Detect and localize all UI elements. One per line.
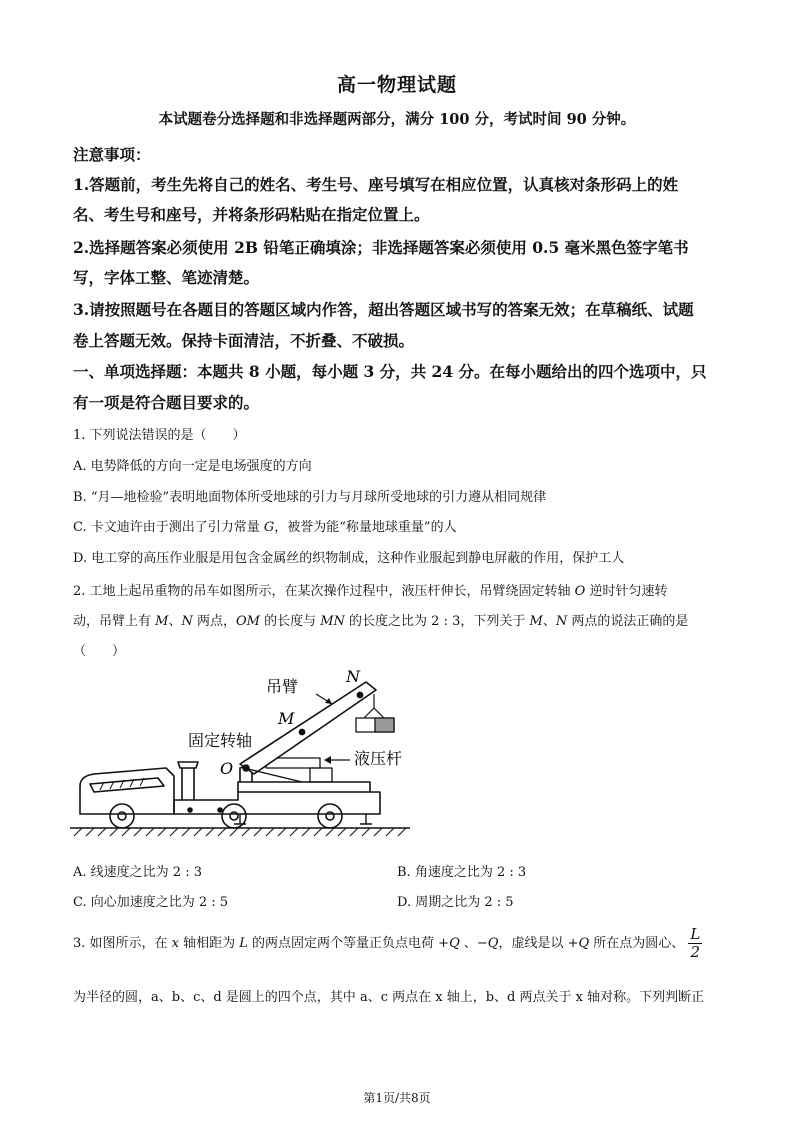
section-heading: 有一项是符合题目要求的。 — [73, 393, 260, 412]
q2-option-d: D. 周期之比为 2 : 5 — [397, 895, 514, 910]
var: N — [555, 614, 568, 629]
q2-stem-line1 — [73, 580, 733, 599]
upper-platform — [238, 782, 370, 792]
label-rod: 液压杆 — [354, 749, 403, 768]
var: O — [574, 584, 586, 599]
q1-option-d: D. 电工穿的高压作业服是用包含金属丝的织物制成，这种作业服起到静电屏蔽的作用，保护工人 — [73, 551, 625, 566]
exhaust-pipe — [178, 762, 198, 800]
var: L — [239, 936, 248, 951]
notice-line: 名、考生号和座号，并将条形码粘贴在指定位置上。 — [73, 205, 430, 224]
var: MN — [320, 614, 345, 629]
var: Q — [487, 936, 499, 951]
notice-line: 卷上答题无效。保持卡面清洁，不折叠、不破损。 — [73, 331, 415, 350]
q1-option-c — [73, 516, 733, 535]
notice-line: 写，字体工整、笔迹清楚。 — [73, 268, 260, 287]
text: 逆时针匀速转 — [585, 584, 668, 599]
text: ，虚线是以 + — [498, 936, 579, 951]
text: ，被誉为能“称量地球重量”的人 — [274, 520, 457, 535]
text: 、 — [168, 614, 182, 629]
text: 两点的说法正确的是 — [567, 614, 689, 629]
q2-option-b: B. 角速度之比为 2 : 3 — [397, 865, 527, 880]
var: M — [155, 614, 169, 629]
fraction — [688, 926, 702, 961]
notice-heading: 注意事项： — [73, 145, 151, 164]
text: 2. 工地上起吊重物的吊车如图所示，在某次操作过程中，液压杆伸长，吊臂绕固定转轴 — [73, 584, 575, 599]
var: Q — [449, 936, 460, 951]
page-title: 高一物理试题 — [336, 74, 457, 96]
text: 3. 如图所示，在 — [73, 936, 172, 951]
frac-num: L — [690, 925, 701, 943]
label-o: O — [220, 759, 234, 778]
q2-stem-line2 — [73, 610, 733, 629]
text: 所在点为圆心、 — [589, 936, 685, 951]
text: 的长度之比为 2 : 3，下列关于 — [344, 614, 530, 629]
q2-stem-line3: （ ） — [73, 644, 126, 659]
text: 动，吊臂上有 — [73, 614, 156, 629]
text: C. 卡文迪许由于测出了引力常量 — [73, 520, 264, 535]
truck-chassis — [174, 792, 380, 814]
q3-stem-line1 — [73, 926, 743, 961]
q2-option-c: C. 向心加速度之比为 2 : 5 — [73, 895, 229, 910]
cab-window — [90, 778, 164, 792]
pivot — [243, 765, 249, 771]
page-subtitle: 本试题卷分选择题和非选择题两部分，满分 100 分，考试时间 90 分钟。 — [158, 111, 636, 128]
point-n — [357, 692, 362, 697]
q2-option-a: A. 线速度之比为 2 : 3 — [73, 865, 202, 880]
text: 、− — [459, 936, 488, 951]
wheel — [110, 804, 134, 828]
notice-line: 2.选择题答案必须使用 2B 铅笔正确填涂；非选择题答案必须使用 0.5 毫米黑色签字笔书 — [73, 238, 689, 257]
q1-option-b: B. “月—地检验”表明地面物体所受地球的引力与月球所受地球的引力遵从相同规律 — [73, 490, 547, 505]
text: 两点， — [192, 614, 236, 629]
q1-stem: 1. 下列说法错误的是（ ） — [73, 428, 246, 443]
text: 轴相距为 — [179, 936, 240, 951]
label-n: N — [346, 667, 360, 686]
var: OM — [235, 614, 260, 629]
var: Q — [578, 936, 590, 951]
text: 的长度与 — [259, 614, 321, 629]
notice-line: 1.答题前，考生先将自己的姓名、考生号、座号填写在相应位置，认真核对条形码上的姓 — [73, 175, 679, 194]
page-number: 第1页/共8页 — [363, 1091, 431, 1105]
var: x — [171, 936, 180, 951]
hook-cable — [364, 694, 384, 718]
wheel — [318, 804, 342, 828]
q1-option-a: A. 电势降低的方向一定是电场强度的方向 — [73, 459, 312, 474]
label-m: M — [278, 709, 295, 728]
crane-figure — [70, 664, 410, 844]
var: N — [181, 614, 193, 629]
notice-line: 3.请按照题号在各题目的答题区域内作答，超出答题区域书写的答案无效；在草稿纸、试题 — [73, 300, 694, 319]
text: 、 — [542, 614, 556, 629]
q3-stem-line2: 为半径的圆，a、b、c、d 是圆上的四个点，其中 a、c 两点在 x 轴上，b、d 两点关于 x 轴对称。下列判断正 — [73, 990, 705, 1005]
outrigger — [360, 814, 372, 824]
frac-den: 2 — [690, 943, 701, 961]
section-heading: 一、单项选择题：本题共 8 小题，每小题 3 分，共 24 分。在每小题给出的四个选项中，只 — [73, 362, 707, 381]
label-axis: 固定转轴 — [188, 731, 253, 750]
ground-hatch — [74, 828, 406, 836]
text: 的两点固定两个等量正负点电荷 + — [247, 936, 450, 951]
var-g: G — [263, 520, 275, 535]
var: M — [529, 614, 543, 629]
point-m — [299, 729, 304, 734]
label-arm: 吊臂 — [266, 677, 299, 696]
